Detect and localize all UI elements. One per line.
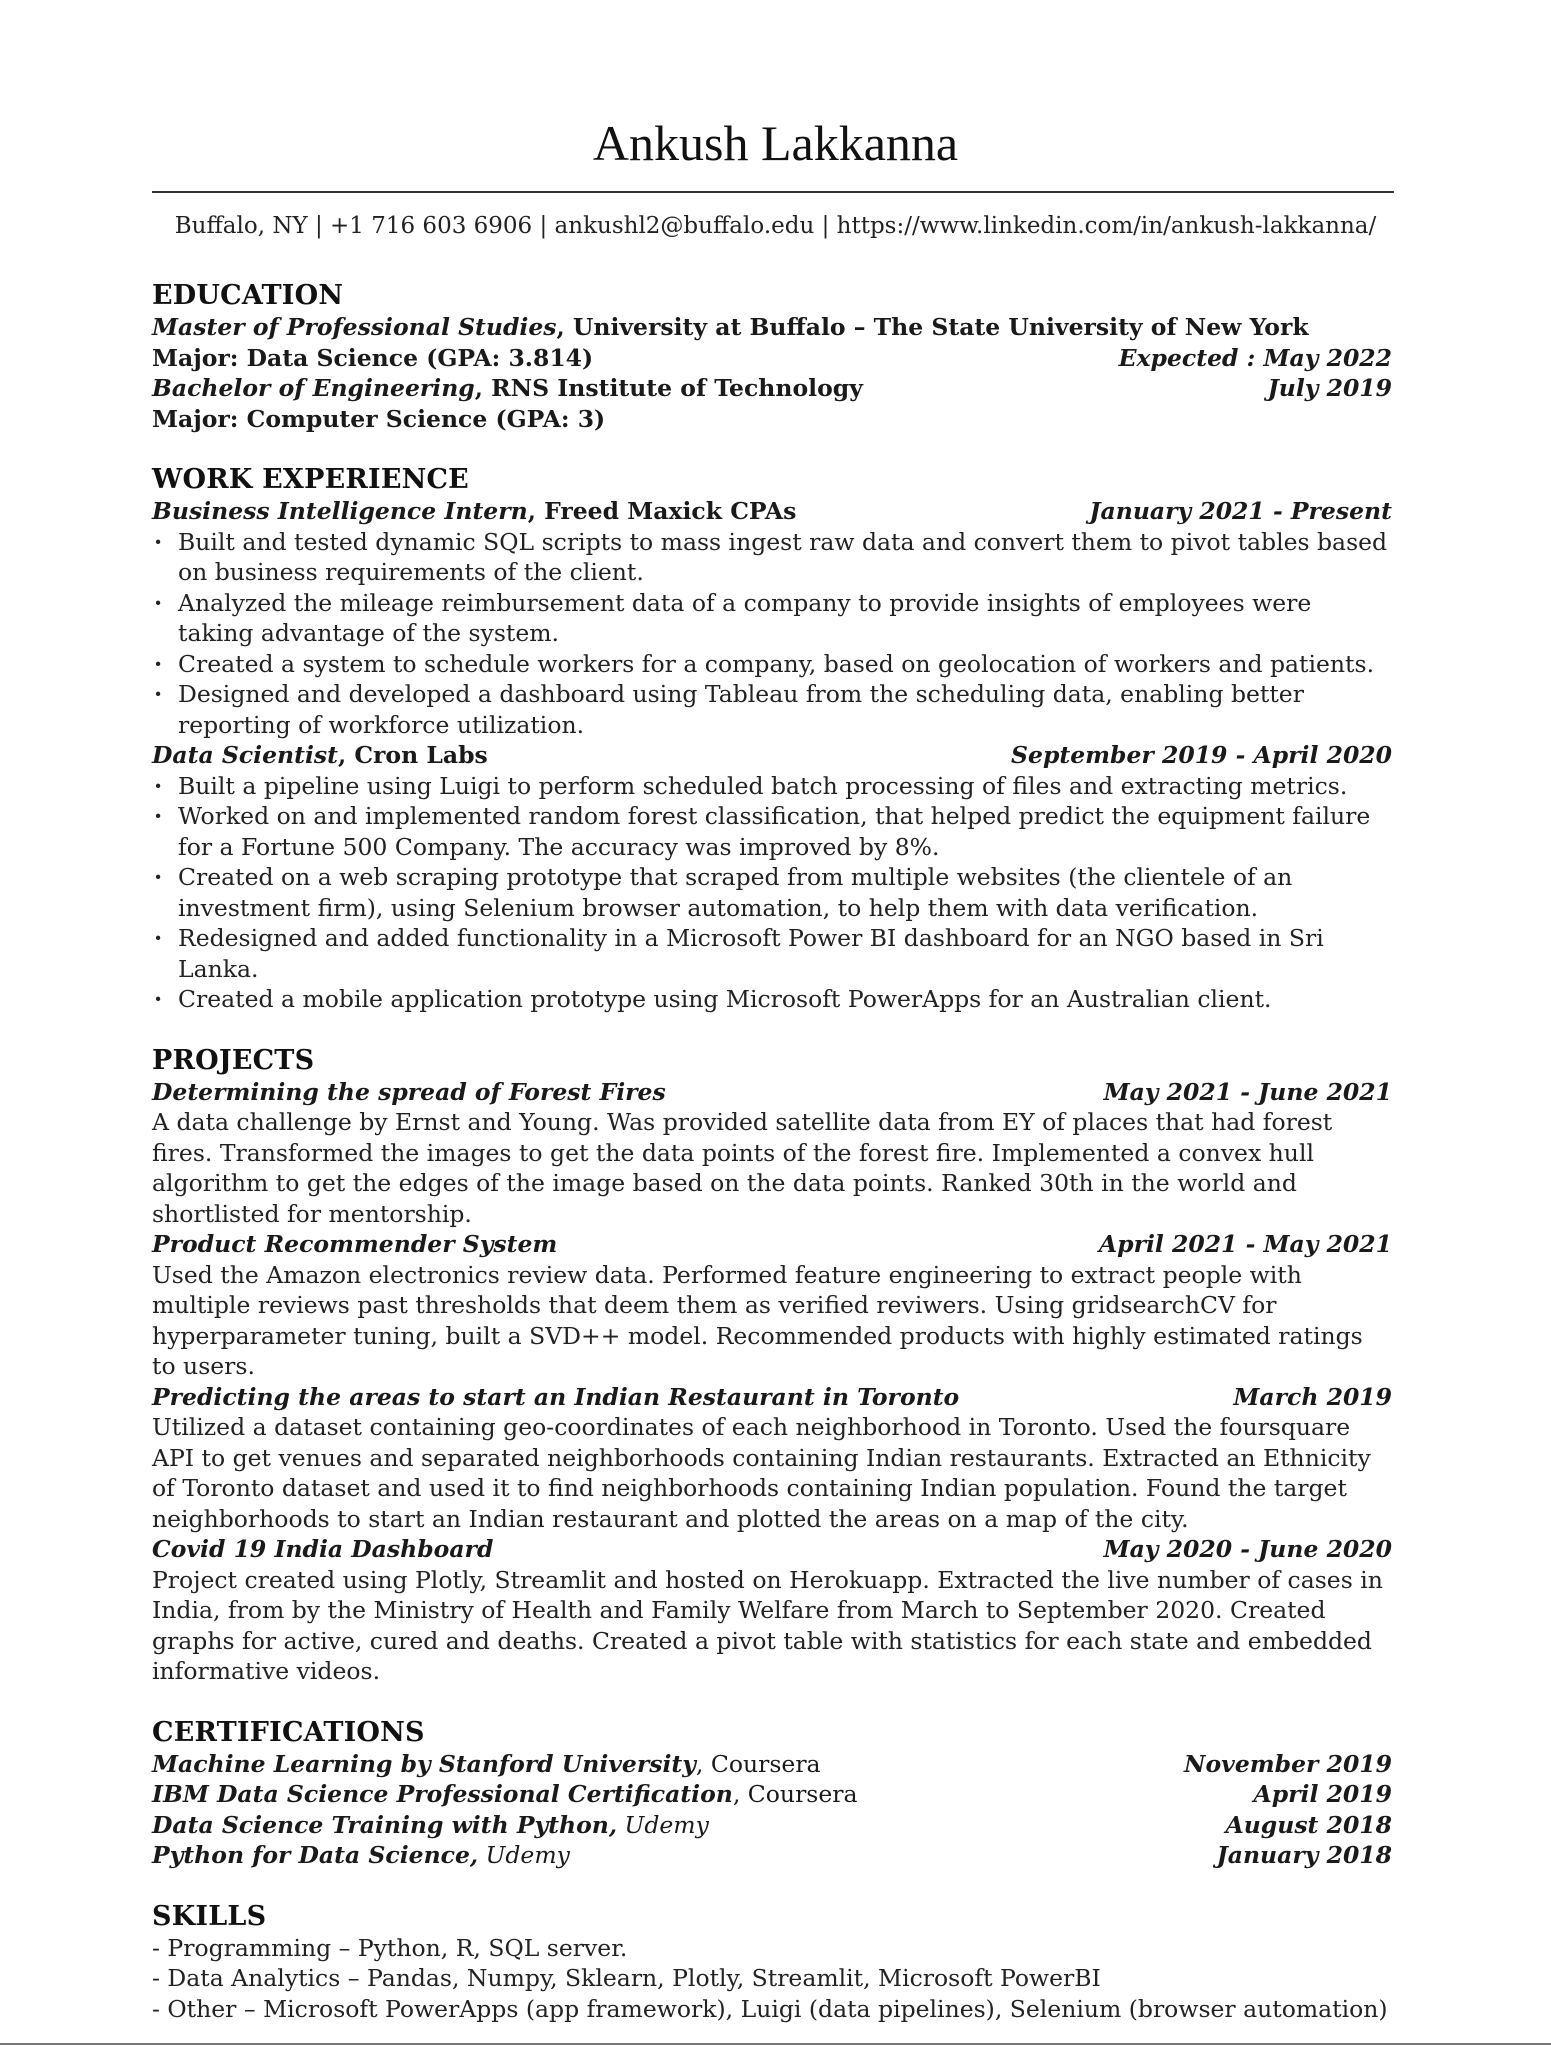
work-experience-section bbox=[152, 464, 1392, 1015]
section-title-certifications: CERTIFICATIONS bbox=[152, 1716, 425, 1748]
project-header-4 bbox=[152, 1534, 1392, 1565]
skills-list bbox=[152, 1933, 1392, 2025]
education-date: July 2019 bbox=[1267, 374, 1392, 402]
major: Major: Computer Science (GPA: 3) bbox=[152, 404, 606, 433]
certification-date: January 2018 bbox=[1216, 1841, 1392, 1869]
job-date: September 2019 - April 2020 bbox=[1011, 741, 1392, 769]
certification-date: April 2019 bbox=[1253, 1780, 1392, 1808]
list-item: · Created a system to schedule workers for a company, based on geolocation of workers and patients. bbox=[152, 649, 1392, 680]
education-entry-1 bbox=[152, 312, 1392, 343]
job-role: Data Scientist bbox=[152, 741, 338, 769]
project-header-1 bbox=[152, 1077, 1392, 1108]
certification-name: Machine Learning by Stanford University bbox=[152, 1749, 696, 1778]
certification-date: November 2019 bbox=[1184, 1749, 1392, 1778]
job-role: Business Intelligence Intern bbox=[152, 497, 528, 525]
project-name: Predicting the areas to start an Indian Restaurant in Toronto bbox=[152, 1382, 960, 1411]
major: Major: Data Science (GPA: 3.814) bbox=[152, 343, 594, 372]
education-entry-2-major bbox=[152, 404, 1392, 435]
certification-name: IBM Data Science Professional Certification bbox=[152, 1780, 733, 1808]
project-name: Product Recommender System bbox=[152, 1230, 558, 1258]
skills-section bbox=[152, 1901, 1392, 2025]
job-header-1 bbox=[152, 496, 1392, 527]
resume-content bbox=[152, 280, 1392, 2024]
list-item: · Built a pipeline using Luigi to perform scheduled batch processing of files and extracting metrics. bbox=[152, 771, 1392, 802]
contact-line: Buffalo, NY | +1 716 603 6906 | ankushl2@buffalo.edu | https://www.linkedin.com/in/ankush-lakkanna/ bbox=[174, 213, 1377, 239]
section-title-education: EDUCATION bbox=[152, 280, 344, 311]
certification-provider: , Coursera bbox=[695, 1749, 821, 1778]
education-section bbox=[152, 280, 1392, 434]
project-name: Covid 19 India Dashboard bbox=[152, 1535, 494, 1563]
list-item: - Data Analytics – Pandas, Numpy, Sklearn, Plotly, Streamlit, Microsoft PowerBI bbox=[152, 1964, 1101, 1992]
list-item: · Built and tested dynamic SQL scripts to mass ingest raw data and convert them to pivot tables based on business requirements of the client. bbox=[152, 527, 1392, 588]
job-company: , Freed Maxick CPAs bbox=[527, 497, 797, 525]
degree-name: Bachelor of Engineering bbox=[152, 374, 475, 402]
list-item: · Analyzed the mileage reimbursement data of a company to provide insights of employees were taking advantage of the system. bbox=[152, 588, 1392, 649]
header-divider bbox=[152, 191, 1394, 193]
job-header-2 bbox=[152, 740, 1392, 771]
section-title-work: WORK EXPERIENCE bbox=[152, 464, 469, 495]
certification-name: Data Science Training with Python, bbox=[152, 1810, 618, 1839]
project-header-3 bbox=[152, 1382, 1392, 1413]
certification-provider: Udemy bbox=[478, 1841, 570, 1869]
project-description: Utilized a dataset containing geo-coordinates of each neighborhood in Toronto. Used the foursquare API to get venues and separated neighborhoods containing Indian restaurants. Extracted an Ethnicity of Toronto dataset and used it to find neighborhoods containing Indian population. Found the target neighborhoods to start an Indian restaurant and plotted the areas on a map of the city. bbox=[152, 1413, 1371, 1533]
list-item: - Programming – Python, R, SQL server. bbox=[152, 1933, 628, 1962]
project-description: A data challenge by Ernst and Young. Was provided satellite data from EY of places that had forest fires. Transformed the images to get the data points of the forest fire. Implemented a convex hull algorithm to get the edges of the image based on the data points. Ranked 30th in the world and shortlisted for mentorship. bbox=[152, 1108, 1333, 1228]
education-date: Expected : May 2022 bbox=[1118, 343, 1392, 372]
list-item: · Redesigned and added functionality in a Microsoft Power BI dashboard for an NGO based in Sri Lanka. bbox=[152, 923, 1392, 984]
certification-provider: , Coursera bbox=[732, 1780, 858, 1808]
project-description: Used the Amazon electronics review data. Performed feature engineering to extract people with multiple reviews past thresholds that deem them as verified reviwers. Using gridsearchCV for hyperparameter tuning, built a SVD++ model. Recommended products with highly estimated ratings to users. bbox=[152, 1260, 1363, 1380]
section-title-projects: PROJECTS bbox=[152, 1044, 315, 1076]
section-title-skills: SKILLS bbox=[152, 1900, 267, 1932]
job-bullets-1 bbox=[152, 527, 1392, 741]
project-date: May 2020 - June 2020 bbox=[1103, 1535, 1392, 1563]
list-item: · Worked on and implemented random forest classification, that helped predict the equipment failure for a Fortune 500 Company. The accuracy was improved by 8%. bbox=[152, 801, 1392, 862]
certifications-section bbox=[152, 1717, 1392, 1871]
certification-row bbox=[152, 1749, 1392, 1780]
project-header-2 bbox=[152, 1229, 1392, 1260]
list-item: - Other – Microsoft PowerApps (app framework), Luigi (data pipelines), Selenium (browser automation) bbox=[152, 1994, 1388, 2023]
education-entry-1-major bbox=[152, 343, 1392, 374]
job-bullets-2 bbox=[152, 771, 1392, 1015]
certification-row bbox=[152, 1840, 1392, 1871]
certification-row bbox=[152, 1779, 1392, 1810]
certification-provider: Udemy bbox=[617, 1810, 709, 1839]
list-item: · Created on a web scraping prototype that scraped from multiple websites (the clientele of an investment firm), using Selenium browser automation, to help them with data verification. bbox=[152, 862, 1392, 923]
certification-date: August 2018 bbox=[1225, 1810, 1392, 1839]
project-date: April 2021 - May 2021 bbox=[1098, 1230, 1392, 1258]
certification-row bbox=[152, 1810, 1392, 1841]
job-company: , Cron Labs bbox=[337, 741, 488, 769]
school-name: , RNS Institute of Technology bbox=[474, 374, 863, 402]
education-entry-2 bbox=[152, 373, 1392, 404]
list-item: · Created a mobile application prototype using Microsoft PowerApps for an Australian client. bbox=[152, 984, 1392, 1015]
school-name: , University at Buffalo – The State University of New York bbox=[556, 313, 1309, 341]
projects-section bbox=[152, 1045, 1392, 1687]
project-date: May 2021 - June 2021 bbox=[1103, 1077, 1392, 1106]
project-name: Determining the spread of Forest Fires bbox=[152, 1077, 666, 1106]
certification-name: Python for Data Science, bbox=[152, 1841, 479, 1869]
project-description: Project created using Plotly, Streamlit and hosted on Herokuapp. Extracted the live number of cases in India, from by the Ministry of Health and Family Welfare from March to September 2020. Created graphs for active, cured and deaths. Created a pivot table with statistics for each state and embedded informative videos. bbox=[152, 1565, 1383, 1685]
degree-name: Master of Professional Studies bbox=[152, 313, 557, 341]
job-date: January 2021 - Present bbox=[1089, 497, 1392, 525]
candidate-name: Ankush Lakkanna bbox=[592, 115, 959, 171]
list-item: · Designed and developed a dashboard using Tableau from the scheduling data, enabling better reporting of workforce utilization. bbox=[152, 679, 1392, 740]
page-bottom-edge bbox=[0, 2043, 1551, 2045]
project-date: March 2019 bbox=[1233, 1382, 1392, 1411]
